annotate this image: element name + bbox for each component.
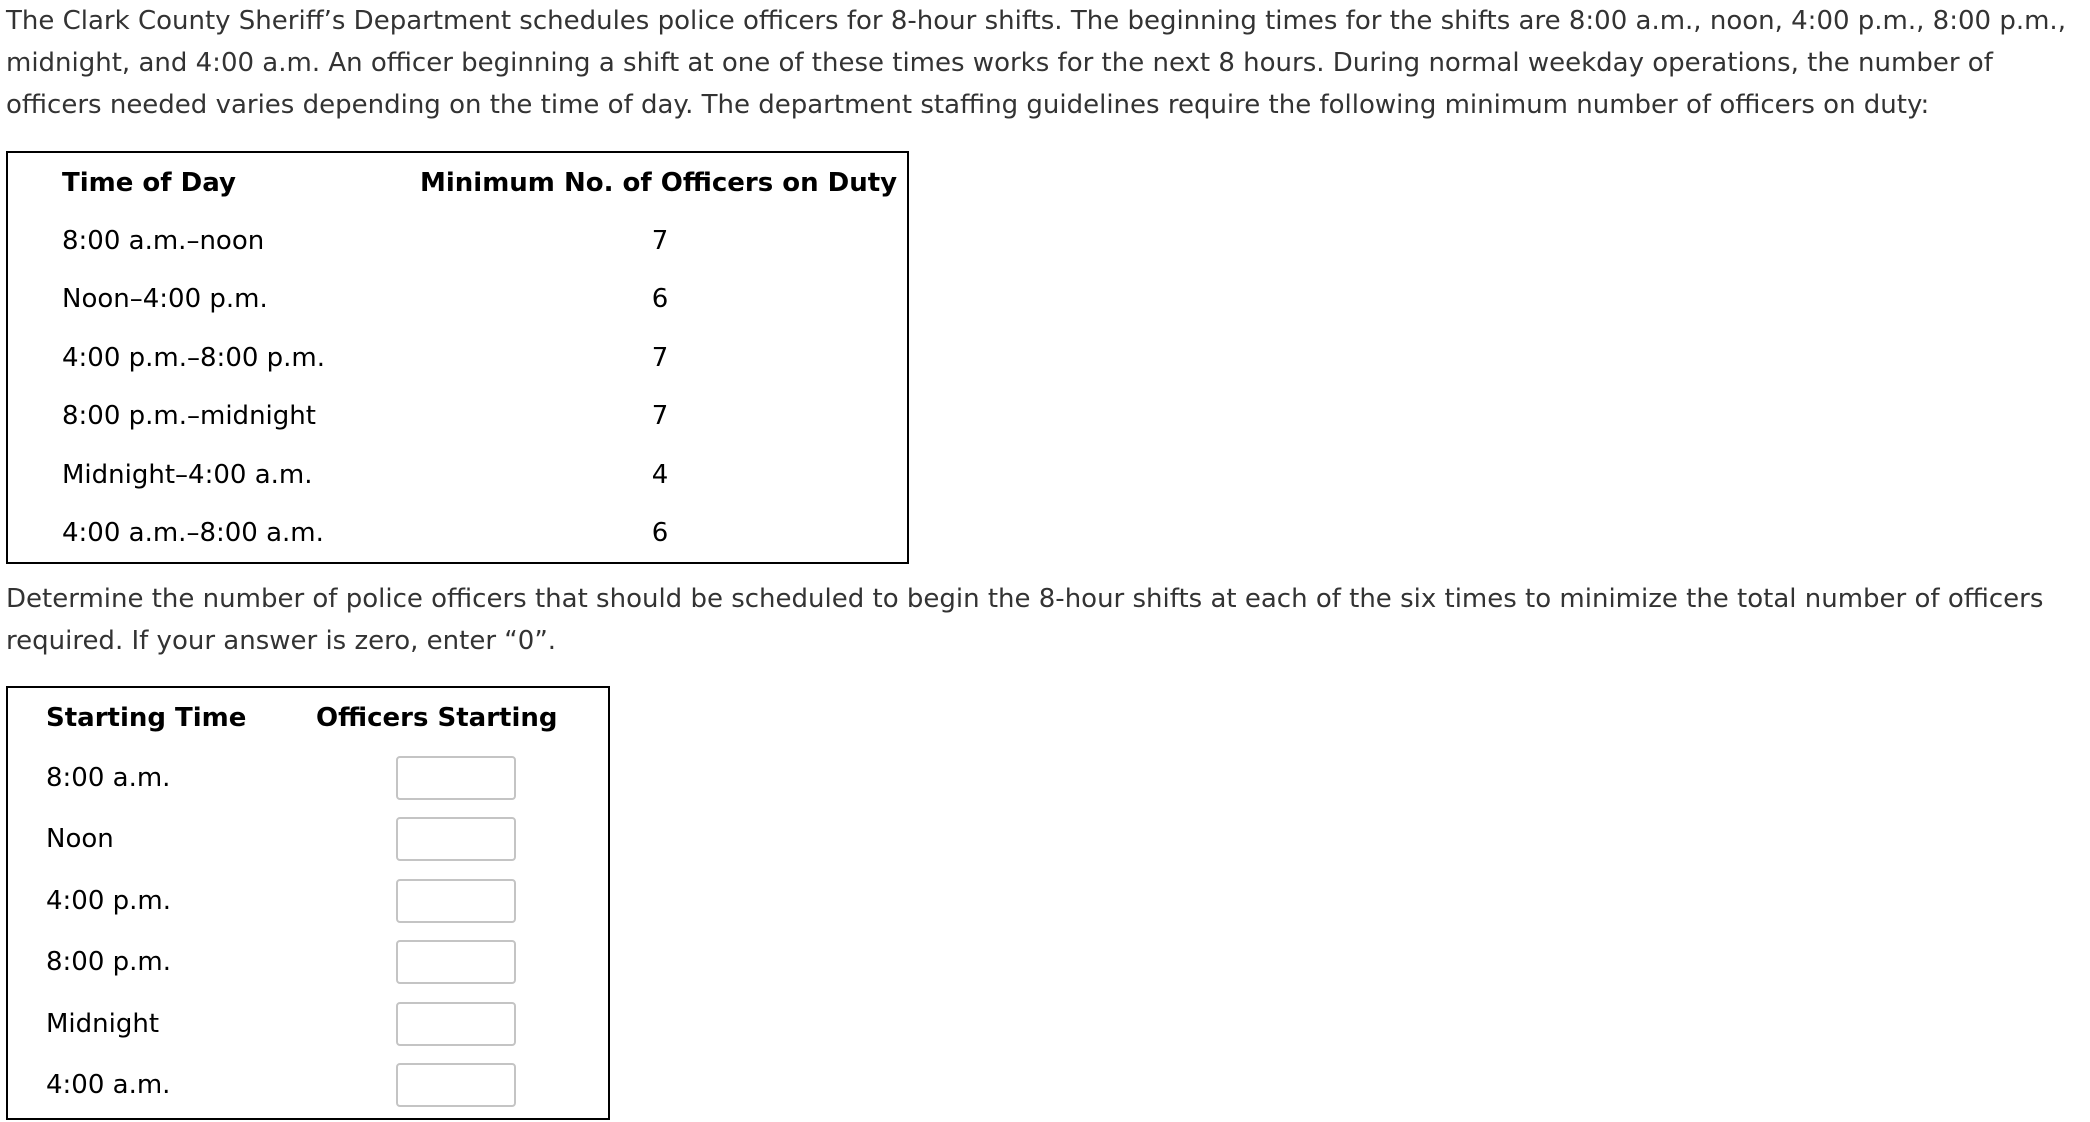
staffing-requirements-table — [6, 151, 909, 564]
row-time-label: 8:00 a.m.–noon — [62, 226, 265, 256]
officers-input-4pm[interactable] — [396, 879, 516, 923]
officers-input-8am[interactable] — [396, 756, 516, 800]
row-min-value: 7 — [651, 401, 669, 431]
row-time-label: 4:00 p.m.–8:00 p.m. — [62, 343, 326, 373]
row-min-value: 6 — [651, 518, 669, 548]
row-time-label: 4:00 a.m.–8:00 a.m. — [62, 518, 324, 548]
start-time-label: 4:00 p.m. — [46, 886, 172, 916]
row-min-value: 7 — [651, 343, 669, 373]
start-time-label: 4:00 a.m. — [46, 1070, 171, 1100]
row-time-label: Midnight–4:00 a.m. — [62, 460, 313, 490]
officers-input-noon[interactable] — [396, 817, 516, 861]
row-time-label: Noon–4:00 p.m. — [62, 284, 268, 314]
start-time-label: 8:00 a.m. — [46, 763, 171, 793]
problem-intro-text: The Clark County Sheriff’s Department schedules police officers for 8-hour shifts. The beginning times for the shifts are 8:00 a.m., noon, 4:00 p.m., 8:00 p.m., midnight, and 4:00 a.m. An officer beginning a shift at one of these times works for the next 8 hours. During normal weekday operations, the number of officers needed varies depending on the time of day. The department staffing guidelines require the following minimum number of officers on duty: — [6, 6, 2066, 120]
header-time-of-day: Time of Day — [62, 168, 236, 198]
officers-input-8pm[interactable] — [396, 940, 516, 984]
header-officers-starting: Officers Starting — [316, 703, 558, 733]
header-starting-time: Starting Time — [46, 703, 247, 733]
start-time-label: 8:00 p.m. — [46, 947, 172, 977]
question-text: Determine the number of police officers that should be scheduled to begin the 8-hour shifts at each of the six times to minimize the total number of officers required. If your answer is zero, enter “0”. — [6, 584, 2044, 656]
row-min-value: 7 — [651, 226, 669, 256]
row-min-value: 6 — [651, 284, 669, 314]
officers-input-4am[interactable] — [396, 1063, 516, 1107]
start-time-label: Noon — [46, 824, 114, 854]
header-min-officers: Minimum No. of Officers on Duty — [420, 168, 898, 198]
start-time-label: Midnight — [46, 1009, 160, 1039]
row-time-label: 8:00 p.m.–midnight — [62, 401, 316, 431]
row-min-value: 4 — [651, 460, 669, 490]
answer-table — [6, 686, 610, 1120]
officers-input-midnight[interactable] — [396, 1002, 516, 1046]
